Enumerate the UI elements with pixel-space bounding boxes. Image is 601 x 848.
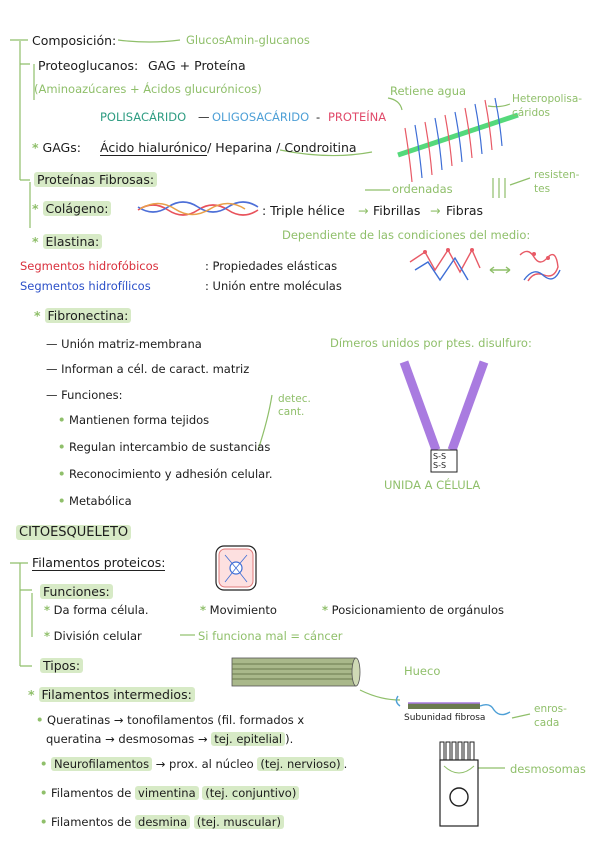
funcion-dot: • bbox=[58, 467, 66, 481]
seg-hidrofobicos-value: : Propiedades elásticas bbox=[205, 259, 338, 273]
fibronectina-label: Fibronectina: bbox=[45, 308, 132, 323]
funcion-posicionamiento-text: Posicionamiento de orgánulos bbox=[331, 603, 505, 617]
dash-2: - bbox=[316, 110, 321, 124]
funcion-movimiento-text: Movimiento bbox=[209, 603, 277, 617]
gags-value-rest: / Heparina / Condroitina bbox=[207, 140, 357, 155]
vimentina-dot: • bbox=[40, 786, 48, 800]
fibronectina-item-1-text: Unión matriz-membrana bbox=[61, 337, 202, 351]
triple-helice: : Triple hélice bbox=[262, 203, 345, 218]
oligosacarido-label: OLIGOSACÁRIDO bbox=[212, 110, 310, 124]
elastina-label: Elastina: bbox=[43, 234, 103, 249]
colageno-label: Colágeno: bbox=[43, 201, 112, 216]
proteoglucanos-value: GAG + Proteína bbox=[148, 58, 246, 73]
dash-1: — bbox=[198, 110, 210, 124]
elastina-bullet: * bbox=[32, 234, 39, 249]
funcion-text: Mantienen forma tejidos bbox=[69, 413, 210, 427]
detec-note: detec. cant. bbox=[278, 393, 311, 418]
fibronectina-item-1: — Unión matriz-membrana bbox=[46, 337, 202, 351]
arrow-enroscada bbox=[512, 714, 530, 718]
funcion-forma-bullet: * bbox=[44, 603, 51, 617]
arrow-retiene bbox=[388, 98, 402, 110]
queratinas-text-1: Queratinas → tonofilamentos (fil. formados x bbox=[47, 713, 305, 727]
intermedios-label: Filamentos intermedios: bbox=[39, 687, 195, 702]
arrow-hetero bbox=[488, 104, 510, 107]
proteoglucanos-subnote: (Aminoazúcares + Ácidos glucurónicos) bbox=[34, 82, 262, 96]
tej-nervioso: (tej. nervioso) bbox=[257, 757, 343, 771]
fibronectina-row bbox=[34, 308, 131, 323]
seg-hidrofobicos: Segmentos hidrofóbicos bbox=[20, 259, 159, 273]
neuro-dot: • bbox=[40, 757, 48, 771]
gluco-note: GlucosAmin-glucanos bbox=[186, 33, 310, 47]
vimentina-line bbox=[40, 786, 299, 801]
funcion-item bbox=[58, 440, 270, 455]
queratinas-dot: • bbox=[36, 713, 44, 727]
ordenadas-note: ordenadas bbox=[392, 182, 453, 196]
neuro-end: . bbox=[343, 757, 348, 771]
elastina-row bbox=[32, 234, 102, 249]
polisacarido-label: POLISACÁRIDO bbox=[100, 110, 187, 124]
funcion-item bbox=[58, 413, 209, 428]
funcion-movimiento-bullet: * bbox=[200, 603, 207, 617]
funcion-division-text: División celular bbox=[53, 629, 142, 643]
neurofilamentos-label: Neurofilamentos bbox=[51, 757, 152, 771]
arrow-gluco bbox=[118, 40, 180, 42]
ss-bond-1: S-S bbox=[433, 452, 447, 461]
colageno-row bbox=[32, 201, 111, 216]
bracket-citoesqueleto bbox=[10, 563, 32, 666]
tej-epitelial: tej. epitelial bbox=[211, 732, 285, 746]
proteinas-fibrosas-label: Proteínas Fibrosas: bbox=[34, 172, 157, 187]
tej-conjuntivo: (tej. conjuntivo) bbox=[202, 786, 299, 800]
arrow-fibras: → bbox=[430, 203, 441, 218]
fibronectina-item-2-text: Informan a cél. de caract. matriz bbox=[61, 362, 250, 376]
vimentina-text: Filamentos de bbox=[51, 786, 132, 800]
cancer-note: Si funciona mal = cáncer bbox=[198, 629, 343, 643]
funcion-text: Reconocimiento y adhesión celular. bbox=[69, 467, 273, 481]
funciones-label: Funciones: bbox=[40, 584, 113, 599]
citoesqueleto-title: CITOESQUELETO bbox=[16, 525, 131, 540]
desmina-dot: • bbox=[40, 815, 48, 829]
funcion-posicionamiento-bullet: * bbox=[322, 603, 329, 617]
gags-value bbox=[100, 140, 357, 155]
gags-bullet: * bbox=[32, 140, 39, 155]
proteoglucanos-label: Proteoglucanos: bbox=[38, 58, 139, 73]
funcion-dot: • bbox=[58, 494, 66, 508]
fibras: Fibras bbox=[446, 203, 483, 218]
arrow-hueco bbox=[360, 690, 400, 700]
desmosomas-note: desmosomas bbox=[510, 762, 586, 776]
proteina-label: PROTEÍNA bbox=[328, 110, 387, 124]
seg-hidrofilicos-value: : Unión entre moléculas bbox=[205, 279, 342, 293]
funcion-forma-text: Da forma célula. bbox=[53, 603, 149, 617]
seg-hidrofilicos: Segmentos hidrofílicos bbox=[20, 279, 151, 293]
unida-celula: UNIDA A CÉLULA bbox=[384, 478, 481, 492]
retiene-note: Retiene agua bbox=[390, 84, 467, 98]
desmina-text: Filamentos de bbox=[51, 815, 132, 829]
resistentes-note: resisten- tes bbox=[534, 169, 580, 195]
funcion-item bbox=[58, 467, 273, 482]
gags-value-underlined: Ácido hialurónico bbox=[100, 140, 208, 155]
funcion-posicionamiento bbox=[322, 603, 504, 618]
resistentes-lines bbox=[493, 178, 505, 198]
desmina-line bbox=[40, 815, 284, 830]
vimentina-label: vimentina bbox=[135, 786, 199, 800]
fibronectina-item-3-text: Funciones: bbox=[61, 388, 123, 402]
funcion-forma bbox=[44, 603, 149, 618]
composicion-title: Composición: bbox=[32, 33, 117, 48]
bracket-composicion bbox=[20, 41, 30, 180]
funcion-text: Metabólica bbox=[69, 494, 132, 508]
queratinas-line-2 bbox=[46, 732, 293, 747]
funcion-text: Regulan intercambio de sustancias bbox=[69, 440, 271, 454]
fibronectina-bullet: * bbox=[34, 308, 41, 323]
tej-muscular: (tej. muscular) bbox=[194, 815, 284, 829]
enroscada-note: enros- cada bbox=[534, 703, 567, 729]
funcion-division-bullet: * bbox=[44, 629, 51, 643]
hetero-note: Heteropolisa- cáridos bbox=[512, 93, 583, 119]
funcion-item bbox=[58, 494, 132, 509]
intermedios-row bbox=[28, 687, 195, 702]
dependiente-note: Dependiente de las condiciones del medio: bbox=[282, 228, 531, 242]
colageno-bullet: * bbox=[32, 201, 39, 216]
desmina-label: desmina bbox=[135, 815, 190, 829]
ss-bond-2: S-S bbox=[433, 461, 447, 470]
queratinas-line-1 bbox=[36, 713, 304, 728]
fibronectina-item-2: — Informan a cél. de caract. matriz bbox=[46, 362, 250, 376]
neuro-text: → prox. al núcleo bbox=[155, 757, 254, 771]
arrow-fibrillas: → bbox=[358, 203, 369, 218]
gags-label bbox=[32, 140, 81, 155]
filamentos-proteicos: Filamentos proteicos: bbox=[32, 555, 166, 570]
queratinas-text-2c: ). bbox=[285, 732, 294, 746]
hueco-note: Hueco bbox=[404, 664, 441, 678]
funcion-division bbox=[44, 629, 142, 644]
tipos-label: Tipos: bbox=[40, 658, 83, 673]
intermedios-bullet: * bbox=[28, 687, 35, 702]
queratinas-text-2a: queratina → desmosomas → bbox=[46, 732, 208, 746]
funcion-dot: • bbox=[58, 440, 66, 454]
fibronectina-item-3: — Funciones: bbox=[46, 388, 123, 402]
dimeros-note: Dímeros unidos por ptes. disulfuro: bbox=[330, 336, 532, 350]
fibrillas: Fibrillas bbox=[373, 203, 421, 218]
subunidad-label: Subunidad fibrosa bbox=[404, 713, 486, 723]
funcion-movimiento bbox=[200, 603, 277, 618]
funcion-dot: • bbox=[58, 413, 66, 427]
arrow-resistentes bbox=[510, 178, 530, 185]
gags-label-text: GAGs: bbox=[42, 140, 81, 155]
neurofilamentos-line bbox=[40, 757, 347, 772]
